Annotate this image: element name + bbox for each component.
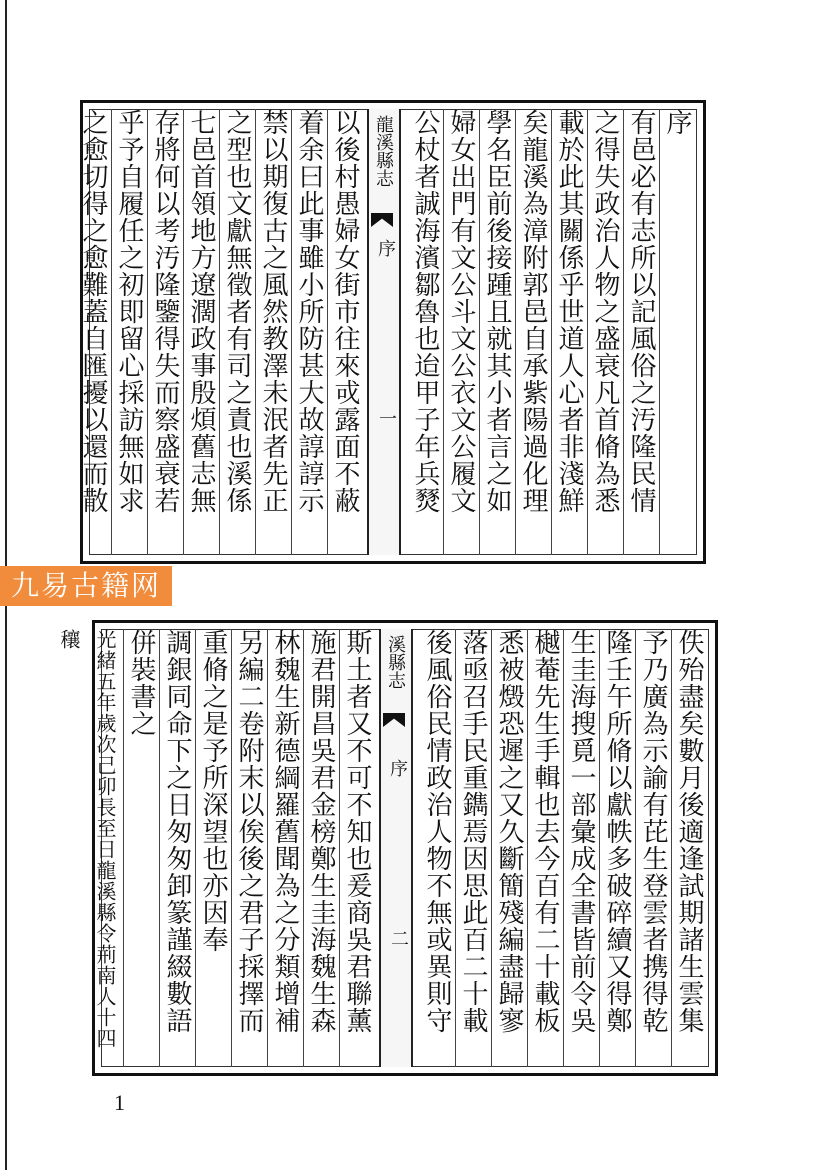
- colophon-column: 光緒五年歲次己卯長至日龍溪縣令荊南人十四穰: [57, 629, 117, 1049]
- text-column: 有邑必有志所以記風俗之汚隆民情: [623, 109, 659, 555]
- text-column: 之得失政治人物之盛衰凡首脩為悉: [587, 109, 623, 555]
- center-fold-column: [367, 109, 401, 555]
- fish-tail-mark-icon: [383, 713, 405, 727]
- text-column: 佚殆盡矣數月後適逢試期諸生雲集: [671, 629, 707, 1067]
- text-column: 序: [659, 109, 695, 555]
- text-column: 林魏生新德綱羅舊聞為之分類增補: [267, 629, 303, 1067]
- book-title: 龍溪縣志: [373, 115, 394, 187]
- text-column: 落亟召手民重鐫焉因思此百二十載: [455, 629, 491, 1067]
- text-column: 矣龍溪為漳附郭邑自承紫陽過化理: [515, 109, 551, 555]
- fish-tail-mark-icon: [371, 213, 393, 227]
- text-column: 婦女出門有文公斗文公衣文公履文: [443, 109, 479, 555]
- text-column: 併裝書之: [123, 629, 159, 1067]
- text-column: 學名臣前後接踵且就其小者言之如: [479, 109, 515, 555]
- text-column: 之愈切得之愈難蓋自匯擾以還而散: [78, 109, 108, 514]
- text-column: 另編二卷附末以俟後之君子採擇而: [231, 629, 267, 1067]
- text-columns-left: [78, 109, 363, 555]
- folio-number: 二: [388, 929, 409, 947]
- text-column: 調銀同命下之日匆匆卸篆謹綴數語: [159, 629, 195, 1067]
- text-column: 施君開昌吳君金榜鄭生圭海魏生森: [303, 629, 339, 1067]
- text-column: 之型也文獻無徵者有司之責也溪係: [219, 109, 255, 555]
- center-fold-column: [379, 629, 413, 1067]
- text-column: 禁以期復古之風然教澤未泯者先正: [255, 109, 291, 555]
- folio-number: 一: [376, 409, 397, 427]
- text-column: 着余曰此事雖小所防甚大故諄諄示: [291, 109, 327, 555]
- text-column: 載於此其關係乎世道人心者非淺鮮: [551, 109, 587, 555]
- text-column: 後風俗民情政治人物不無或異則守: [422, 629, 452, 1034]
- text-column: 隆壬午所脩以獻帙多破碎續又得鄭: [599, 629, 635, 1067]
- text-column: 悉被燬恐遲之又久斷簡殘編盡歸寥: [491, 629, 527, 1067]
- woodblock-page-bottom: [57, 620, 718, 1076]
- text-column: 以後村愚婦女街市往來戓露面不蔽: [327, 109, 363, 555]
- text-columns-left: [57, 629, 375, 1067]
- book-title: 溪縣志: [385, 635, 406, 689]
- text-columns-right: [407, 109, 695, 555]
- woodblock-page-top: [80, 100, 706, 564]
- page-number: 1: [114, 1090, 125, 1115]
- section-label: 序: [375, 239, 396, 257]
- text-columns-right: [419, 629, 707, 1067]
- text-column: 乎予自履任之初即留心採訪無如求: [111, 109, 147, 555]
- text-column: 生圭海搜覓一部彙成全書皆前令吳: [563, 629, 599, 1067]
- text-column: 公杖者誠海濱鄒魯也迨甲子年兵燹: [410, 109, 440, 514]
- text-column: 予乃廣為示諭有芘生登雲者携得乾: [635, 629, 671, 1067]
- text-column: 樾菴先生手輯也去今百有二十載板: [527, 629, 563, 1067]
- site-watermark: 九易古籍网: [0, 566, 172, 606]
- text-column: 重脩之是予所深望也亦因奉: [195, 629, 231, 1067]
- text-column: 七邑首領地方遼濶政事殷煩舊志無: [183, 109, 219, 555]
- text-column: 存將何以考汚隆鑒得失而察盛衰若: [147, 109, 183, 555]
- section-label: 序: [387, 759, 408, 777]
- text-column: 斯土者又不可不知也爰商吳君聯薰: [339, 629, 375, 1067]
